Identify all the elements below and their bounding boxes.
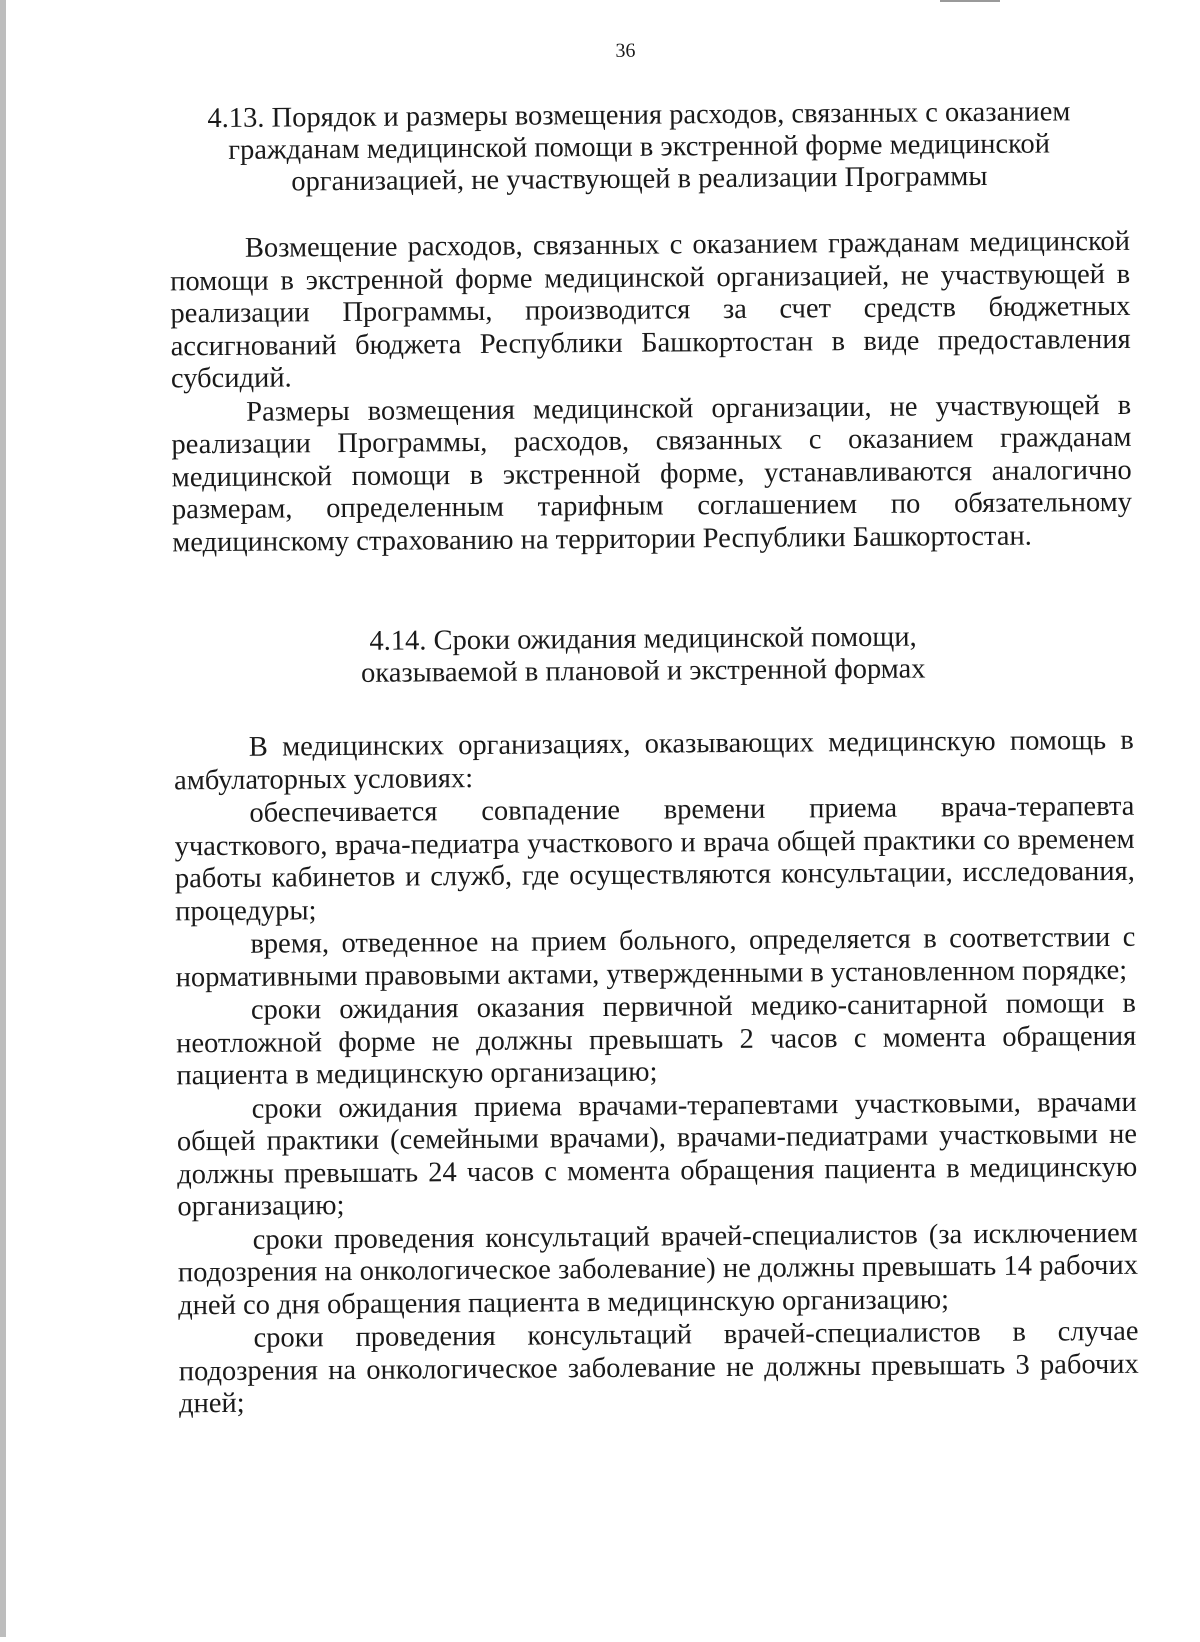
heading-line: оказываемой в плановой и экстренной формах	[360, 653, 926, 689]
list-item: сроки проведения консультаций врачей-специалистов в случае подозрения на онкологическое заболевание не должны превышать 3 рабочих дней;	[178, 1315, 1139, 1420]
list-item: сроки ожидания приема врачами-терапевтами участковыми, врачами общей практики (семейными врачами), врачами-педиатрами участковыми не должны превышать 24 часов с момента обращения пациента в медицинскую организацию;	[176, 1086, 1138, 1223]
page-number: 36	[615, 39, 636, 62]
paragraph: В медицинских организациях, оказывающих медицинскую помощь в амбулаторных условиях:	[173, 724, 1134, 796]
list-item: время, отведенное на прием больного, определяется в соответствии с нормативными правовыми актами, утвержденными в установленном порядке;	[175, 921, 1136, 993]
paragraph: Размеры возмещения медицинской организации, не участвующей в реализации Программы, расходов, связанных с оказанием гражданам медицинской помощи в экстренной форме, устанавливаются аналогично размерам, определенным тарифным соглашением по обязательному медицинскому страхованию на территории Республики Башкортостан.	[171, 389, 1133, 558]
heading-line: 4.13. Порядок и размеры возмещения расходов, связанных с оказанием	[207, 96, 1071, 135]
list-item: сроки проведения консультаций врачей-специалистов (за исключением подозрения на онкологическое заболевание) не должны превышать 14 рабочих дней со дня обращения пациента в медицинскую организацию;	[177, 1217, 1139, 1321]
section-4-13-body	[170, 226, 1133, 560]
section-4-14-body	[174, 725, 1139, 1421]
heading-line: организацией, не участвующей в реализации Программы	[291, 160, 988, 198]
section-4-13-heading	[169, 96, 1110, 199]
list-item: сроки ожидания оказания первичной медико-санитарной помощи в неотложной форме не должны превышать 2 часов с момента обращения пациента в медицинскую организацию;	[176, 987, 1137, 1092]
list-item: обеспечивается совпадение времени приема врача-терапевта участкового, врача-педиатра участкового и врача общей практики со временем работы кабинетов и служб, где осуществляются консультации, исследования, процедуры;	[174, 790, 1135, 927]
paragraph: Возмещение расходов, связанных с оказанием гражданам медицинской помощи в экстренной форме медицинской организацией, не участвующей в реализации Программы, производится за счет средств бюджетных ассигнований бюджета Республики Башкортостан в виде предоставления субсидий.	[170, 225, 1131, 395]
section-4-14-heading	[173, 620, 1113, 691]
heading-line: 4.14. Сроки ожидания медицинской помощи,	[369, 621, 917, 657]
heading-line: гражданам медицинской помощи в экстренной форме медицинской	[228, 128, 1051, 166]
